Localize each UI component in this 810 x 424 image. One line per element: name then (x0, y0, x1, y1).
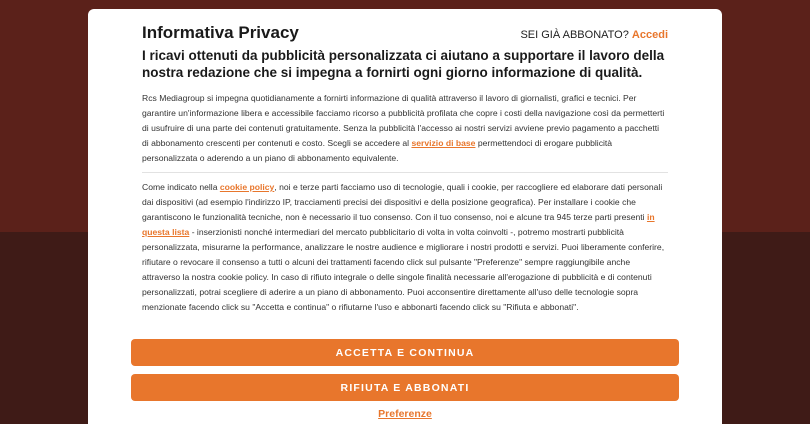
cookie-paragraph (142, 180, 668, 315)
intro-text: Rcs Mediagroup si impegna quotidianamente a fornirti informazione di qualità attraverso il lavoro di giornalisti, grafici e tecnici. Per garantire un'informazione libera e accessibile facciamo ricorso a pubblicità profilata che copre i costi della navigazione così da permetterti di usufruire di una parte dei contenuti gratuitamente. Senza la pubblicità l'accesso ai nostri servizi avviene previo pagamento a pacchetti di abbonamento crescenti per contenuti e costo. Scegli se accedere al (142, 93, 665, 148)
modal-title: Informativa Privacy (142, 23, 299, 42)
subscriber-login (520, 29, 668, 41)
intro-text-end: permettendoci di erogare pubblicità personalizzata o aderendo a un piano di abbonamento equivalente. (142, 138, 613, 163)
cookie-text-end: - inserzionisti nonché intermediari del mercato pubblicitario di volta in volta coinvolti -, potremo mostrarti pubblicità personalizzata, misurarne la performance, analizzare le nostre audience e migliorare i nostri prodotti e servizi. Puoi liberamente conferire, rifiutare o revocare il consenso a tutti o alcuni dei trattamenti facendo click sul pulsante "Preferenze" sempre raggiungibile anche attraverso la nostra cookie policy. In caso di rifiuto integrale o delle singole finalità necessarie all'erogazione di pubblicità e di contenuti personalizzati, potrai scegliere di aderire a un piano di abbonamento. Puoi acconsentire direttamente all'uso delle tecnologie sopra menzionate facendo click su "Accetta e continua" o rifiutarne l'uso e abbonarti facendo click su "Rifiuta e abbonati". (142, 227, 665, 312)
vendor-list-link[interactable]: in questa lista (142, 212, 655, 237)
intro-paragraph (142, 91, 668, 166)
accept-continue-button[interactable]: ACCETTA E CONTINUA (131, 339, 679, 366)
privacy-consent-modal (88, 9, 722, 424)
cookie-policy-link[interactable]: cookie policy (219, 182, 275, 192)
headline: I ricavi ottenuti da pubblicità personalizzata ci aiutano a supportare il lavoro della nostra redazione che si impegna a fornirti ogni giorno informazione di qualità. (142, 48, 665, 80)
login-link[interactable]: Accedi (631, 29, 668, 41)
subscriber-prompt: SEI GIÀ ABBONATO? (520, 29, 629, 41)
basic-service-link[interactable]: servizio di base (411, 138, 476, 148)
reject-subscribe-button[interactable]: RIFIUTA E ABBONATI (131, 374, 679, 401)
cookie-text-start: Come indicato nella (142, 182, 218, 192)
divider (142, 172, 668, 173)
cookie-text-mid: , noi e terze parti facciamo uso di tecnologie, quali i cookie, per raccogliere ed elaborare dati personali dai dispositivi (ad esempio l'indirizzo IP, tracciamenti precisi dei dispositivi e della posizione geografica). Per installare i cookie che garantiscono le funzionalità tecniche, non è necessario il tuo consenso. Con il tuo consenso, noi e alcune tra 945 terze parti presenti (142, 182, 663, 222)
modal-header (142, 23, 668, 43)
preferences-link[interactable]: Preferenze (378, 408, 432, 420)
